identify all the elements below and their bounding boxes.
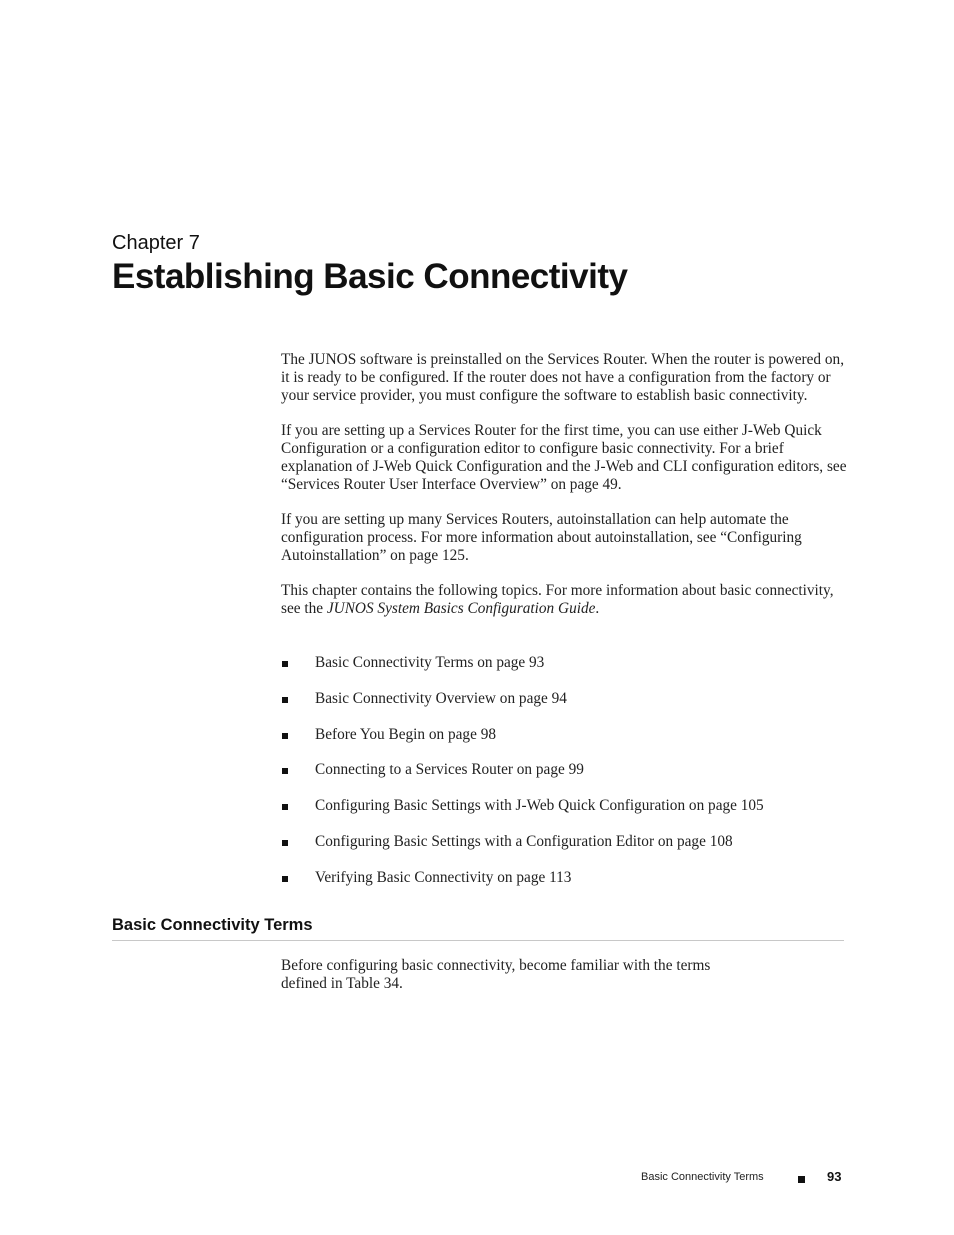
chapter-label: Chapter 7 [112, 232, 200, 254]
topic-list-item[interactable] [281, 869, 764, 887]
topic-list [281, 654, 764, 905]
intro-text-span: . [595, 600, 600, 617]
bullet-square-icon [282, 697, 288, 703]
intro-paragraph [281, 582, 847, 618]
intro-paragraph: If you are setting up a Services Router for the first time, you can use either J-Web Quick Configuration or a configuration editor to configure basic connectivity. For a brief explanation of J-Web Quick Configuration and the J-Web and CLI configuration editors, see “Services Router User Interface Overview” on page 49. [281, 422, 847, 493]
guide-title: JUNOS System Basics Configuration Guide [326, 600, 596, 617]
topic-link[interactable]: Verifying Basic Connectivity on page 113 [315, 868, 572, 886]
topic-link[interactable]: Connecting to a Services Router on page 99 [315, 761, 584, 779]
intro-paragraph: The JUNOS software is preinstalled on the Services Router. When the router is powered on, it is ready to be configured. If the router does not have a configuration from the factory or your service provider, you must configure the software to establish basic connectivity. [281, 351, 845, 404]
intro-text-span: This chapter contains the following topics. For more information about basic connectivity, see the [281, 582, 834, 617]
footer-bullet-icon [798, 1176, 805, 1183]
topic-link[interactable]: Before You Begin on page 98 [315, 725, 496, 743]
bullet-square-icon [282, 733, 288, 739]
bullet-square-icon [282, 876, 288, 882]
topic-list-item[interactable] [281, 690, 764, 708]
topic-list-item[interactable] [281, 761, 764, 779]
section-divider [112, 940, 844, 941]
bullet-square-icon [282, 661, 288, 667]
topic-link[interactable]: Basic Connectivity Overview on page 94 [315, 689, 567, 707]
intro-text [281, 351, 847, 618]
section-heading: Basic Connectivity Terms [112, 916, 313, 934]
page-number: 93 [827, 1169, 842, 1184]
section-paragraph: Before configuring basic connectivity, become familiar with the terms defined in Table 34. [281, 957, 711, 992]
intro-paragraph: If you are setting up many Services Routers, autoinstallation can help automate the configuration process. For more information about autoinstallation, see “Configuring Autoinstallation” on page 125. [281, 511, 802, 564]
bullet-square-icon [282, 804, 288, 810]
topic-list-item[interactable] [281, 654, 764, 672]
chapter-title: Establishing Basic Connectivity [112, 257, 628, 296]
topic-list-item[interactable] [281, 833, 764, 851]
topic-link[interactable]: Configuring Basic Settings with J-Web Quick Configuration on page 105 [315, 797, 764, 815]
topic-list-item[interactable] [281, 726, 764, 744]
footer-section-name: Basic Connectivity Terms [641, 1171, 764, 1183]
topic-link[interactable]: Basic Connectivity Terms on page 93 [315, 654, 545, 671]
bullet-square-icon [282, 840, 288, 846]
bullet-square-icon [282, 768, 288, 774]
topic-link[interactable]: Configuring Basic Settings with a Configuration Editor on page 108 [315, 832, 733, 850]
section-body [281, 957, 731, 993]
topic-list-item[interactable] [281, 797, 764, 815]
